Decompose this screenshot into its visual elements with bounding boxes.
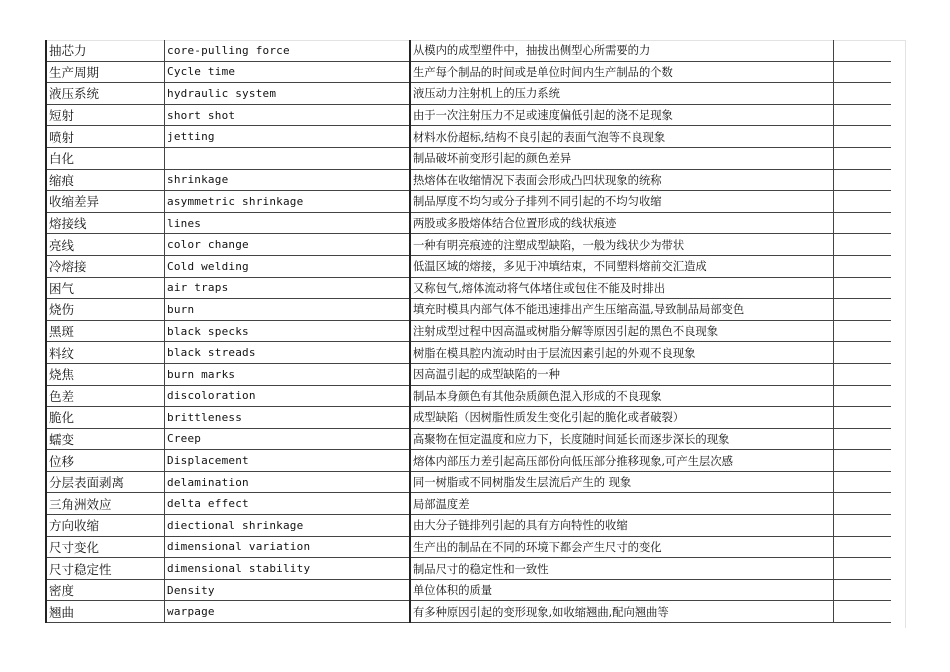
table-row bbox=[46, 234, 891, 256]
table-row bbox=[46, 277, 891, 299]
term-cell[interactable]: 蠕变 bbox=[46, 428, 165, 450]
term-cell[interactable]: 三角洲效应 bbox=[46, 493, 165, 515]
english-term-cell[interactable]: black specks bbox=[165, 320, 411, 342]
empty-cell[interactable] bbox=[834, 601, 892, 623]
table-row bbox=[46, 428, 891, 450]
english-term-cell[interactable]: asymmetric shrinkage bbox=[165, 191, 411, 213]
empty-cell[interactable] bbox=[834, 428, 892, 450]
empty-cell[interactable] bbox=[834, 515, 892, 537]
table-row bbox=[46, 83, 891, 105]
definition-cell[interactable]: 制品尺寸的稳定性和一致性 bbox=[410, 558, 834, 580]
english-term-cell[interactable]: delamination bbox=[165, 471, 411, 493]
term-cell[interactable]: 短射 bbox=[46, 104, 165, 126]
table-row bbox=[46, 212, 891, 234]
empty-cell[interactable] bbox=[834, 363, 892, 385]
empty-cell[interactable] bbox=[834, 299, 892, 321]
term-cell[interactable]: 缩痕 bbox=[46, 169, 165, 191]
definition-cell[interactable]: 填充时模具内部气体不能迅速排出产生压缩高温,导致制品局部变色 bbox=[410, 299, 834, 321]
english-term-cell[interactable]: burn marks bbox=[165, 363, 411, 385]
definition-cell[interactable]: 热熔体在收缩情况下表面会形成凸凹状现象的统称 bbox=[410, 169, 834, 191]
definition-cell[interactable]: 由于一次注射压力不足或速度偏低引起的浇不足现象 bbox=[410, 104, 834, 126]
table-row bbox=[46, 558, 891, 580]
table-row bbox=[46, 450, 891, 472]
empty-cell[interactable] bbox=[834, 61, 892, 83]
term-cell[interactable]: 尺寸稳定性 bbox=[46, 558, 165, 580]
english-term-cell[interactable]: shrinkage bbox=[165, 169, 411, 191]
definition-cell[interactable]: 液压动力注射机上的压力系统 bbox=[410, 83, 834, 105]
empty-cell[interactable] bbox=[834, 255, 892, 277]
english-term-cell[interactable]: Creep bbox=[165, 428, 411, 450]
empty-cell[interactable] bbox=[834, 558, 892, 580]
english-term-cell[interactable]: color change bbox=[165, 234, 411, 256]
definition-cell[interactable]: 制品厚度不均匀或分子排列不同引起的不均匀收缩 bbox=[410, 191, 834, 213]
english-term-cell[interactable]: warpage bbox=[165, 601, 411, 623]
table-row bbox=[46, 493, 891, 515]
empty-cell[interactable] bbox=[834, 579, 892, 601]
table-row bbox=[46, 299, 891, 321]
english-term-cell[interactable]: core-pulling force bbox=[165, 40, 411, 61]
term-cell[interactable]: 料纹 bbox=[46, 342, 165, 364]
term-cell[interactable]: 冷熔接 bbox=[46, 255, 165, 277]
english-term-cell[interactable]: discoloration bbox=[165, 385, 411, 407]
table-row bbox=[46, 147, 891, 169]
term-cell[interactable]: 位移 bbox=[46, 450, 165, 472]
definition-cell[interactable]: 熔体内部压力差引起高压部份向低压部分推移现象,可产生层次感 bbox=[410, 450, 834, 472]
definition-cell[interactable]: 生产出的制品在不同的环境下都会产生尺寸的变化 bbox=[410, 536, 834, 558]
term-cell[interactable]: 抽芯力 bbox=[46, 40, 165, 61]
table-row bbox=[46, 515, 891, 537]
definition-cell[interactable]: 制品破坏前变形引起的颜色差异 bbox=[410, 147, 834, 169]
definition-cell[interactable]: 高聚物在恒定温度和应力下，长度随时间延长而逐步深长的现象 bbox=[410, 428, 834, 450]
term-cell[interactable]: 密度 bbox=[46, 579, 165, 601]
definition-cell[interactable]: 成型缺陷（因树脂性质发生变化引起的脆化或者破裂） bbox=[410, 407, 834, 429]
empty-cell[interactable] bbox=[834, 277, 892, 299]
table-row bbox=[46, 61, 891, 83]
definition-cell[interactable]: 局部温度差 bbox=[410, 493, 834, 515]
term-cell[interactable]: 困气 bbox=[46, 277, 165, 299]
definition-cell[interactable]: 有多种原因引起的变形现象,如收缩翘曲,配向翘曲等 bbox=[410, 601, 834, 623]
empty-cell[interactable] bbox=[834, 191, 892, 213]
english-term-cell[interactable]: burn bbox=[165, 299, 411, 321]
definition-cell[interactable]: 注射成型过程中因高温或树脂分解等原因引起的黑色不良现象 bbox=[410, 320, 834, 342]
english-term-cell[interactable]: black streads bbox=[165, 342, 411, 364]
definition-cell[interactable]: 制品本身颜色有其他杂质颜色混入形成的不良现象 bbox=[410, 385, 834, 407]
table-row bbox=[46, 40, 891, 61]
definition-cell[interactable]: 生产每个制品的时间或是单位时间内生产制品的个数 bbox=[410, 61, 834, 83]
english-term-cell[interactable]: Cycle time bbox=[165, 61, 411, 83]
term-cell[interactable]: 黑斑 bbox=[46, 320, 165, 342]
definition-cell[interactable]: 低温区域的熔接，多见于冲填结束，不同塑料熔前交汇造成 bbox=[410, 255, 834, 277]
empty-cell[interactable] bbox=[834, 40, 892, 61]
empty-cell[interactable] bbox=[834, 407, 892, 429]
table-row bbox=[46, 191, 891, 213]
table-row bbox=[46, 385, 891, 407]
english-term-cell[interactable]: jetting bbox=[165, 126, 411, 148]
empty-cell[interactable] bbox=[834, 342, 892, 364]
term-cell[interactable]: 白化 bbox=[46, 147, 165, 169]
definition-cell[interactable]: 一种有明亮痕迹的注塑成型缺陷，一般为线状少为带状 bbox=[410, 234, 834, 256]
empty-cell[interactable] bbox=[834, 385, 892, 407]
glossary-table bbox=[45, 40, 891, 623]
empty-cell[interactable] bbox=[834, 104, 892, 126]
empty-cell[interactable] bbox=[834, 83, 892, 105]
definition-cell[interactable]: 从模内的成型塑件中，抽拔出侧型心所需要的力 bbox=[410, 40, 834, 61]
term-cell[interactable]: 分层表面剥离 bbox=[46, 471, 165, 493]
term-cell[interactable]: 喷射 bbox=[46, 126, 165, 148]
term-cell[interactable]: 液压系统 bbox=[46, 83, 165, 105]
definition-cell[interactable]: 单位体积的质量 bbox=[410, 579, 834, 601]
term-cell[interactable]: 色差 bbox=[46, 385, 165, 407]
empty-cell[interactable] bbox=[834, 126, 892, 148]
term-cell[interactable]: 生产周期 bbox=[46, 61, 165, 83]
term-cell[interactable]: 烧伤 bbox=[46, 299, 165, 321]
table-row bbox=[46, 169, 891, 191]
table-row bbox=[46, 320, 891, 342]
empty-cell[interactable] bbox=[834, 212, 892, 234]
definition-cell[interactable]: 由大分子链排列引起的具有方向特性的收缩 bbox=[410, 515, 834, 537]
english-term-cell[interactable]: Density bbox=[165, 579, 411, 601]
definition-cell[interactable]: 因高温引起的成型缺陷的一种 bbox=[410, 363, 834, 385]
english-term-cell[interactable]: dimensional stability bbox=[165, 558, 411, 580]
definition-cell[interactable]: 同一树脂或不同树脂发生层流后产生的 现象 bbox=[410, 471, 834, 493]
table-row bbox=[46, 471, 891, 493]
english-term-cell[interactable]: diectional shrinkage bbox=[165, 515, 411, 537]
empty-cell[interactable] bbox=[834, 471, 892, 493]
english-term-cell[interactable]: Displacement bbox=[165, 450, 411, 472]
english-term-cell[interactable]: short shot bbox=[165, 104, 411, 126]
empty-cell[interactable] bbox=[834, 234, 892, 256]
english-term-cell[interactable]: dimensional variation bbox=[165, 536, 411, 558]
table-row bbox=[46, 536, 891, 558]
english-term-cell[interactable]: delta effect bbox=[165, 493, 411, 515]
empty-cell[interactable] bbox=[834, 320, 892, 342]
table-row bbox=[46, 342, 891, 364]
term-cell[interactable]: 翘曲 bbox=[46, 601, 165, 623]
term-cell[interactable]: 亮线 bbox=[46, 234, 165, 256]
empty-cell[interactable] bbox=[834, 450, 892, 472]
table-row bbox=[46, 407, 891, 429]
table-row bbox=[46, 363, 891, 385]
table-row bbox=[46, 104, 891, 126]
term-cell[interactable]: 方向收缩 bbox=[46, 515, 165, 537]
english-term-cell[interactable]: lines bbox=[165, 212, 411, 234]
english-term-cell[interactable]: hydraulic system bbox=[165, 83, 411, 105]
definition-cell[interactable]: 又称包气,熔体流动将气体堵住或包住不能及时排出 bbox=[410, 277, 834, 299]
definition-cell[interactable]: 材料水份超标,结构不良引起的表面气泡等不良现象 bbox=[410, 126, 834, 148]
term-cell[interactable]: 熔接线 bbox=[46, 212, 165, 234]
english-term-cell[interactable]: Cold welding bbox=[165, 255, 411, 277]
definition-cell[interactable]: 树脂在模具腔内流动时由于层流因素引起的外观不良现象 bbox=[410, 342, 834, 364]
english-term-cell[interactable]: brittleness bbox=[165, 407, 411, 429]
table-row bbox=[46, 601, 891, 623]
table-row bbox=[46, 579, 891, 601]
glossary-table-body bbox=[46, 40, 891, 623]
english-term-cell[interactable] bbox=[165, 147, 411, 169]
empty-cell[interactable] bbox=[834, 536, 892, 558]
english-term-cell[interactable]: air traps bbox=[165, 277, 411, 299]
table-row bbox=[46, 126, 891, 148]
empty-cell[interactable] bbox=[834, 147, 892, 169]
empty-cell[interactable] bbox=[834, 169, 892, 191]
table-row bbox=[46, 255, 891, 277]
term-cell[interactable]: 烧焦 bbox=[46, 363, 165, 385]
term-cell[interactable]: 尺寸变化 bbox=[46, 536, 165, 558]
empty-cell[interactable] bbox=[834, 493, 892, 515]
term-cell[interactable]: 收缩差异 bbox=[46, 191, 165, 213]
definition-cell[interactable]: 两股或多股熔体结合位置形成的线状痕迹 bbox=[410, 212, 834, 234]
term-cell[interactable]: 脆化 bbox=[46, 407, 165, 429]
